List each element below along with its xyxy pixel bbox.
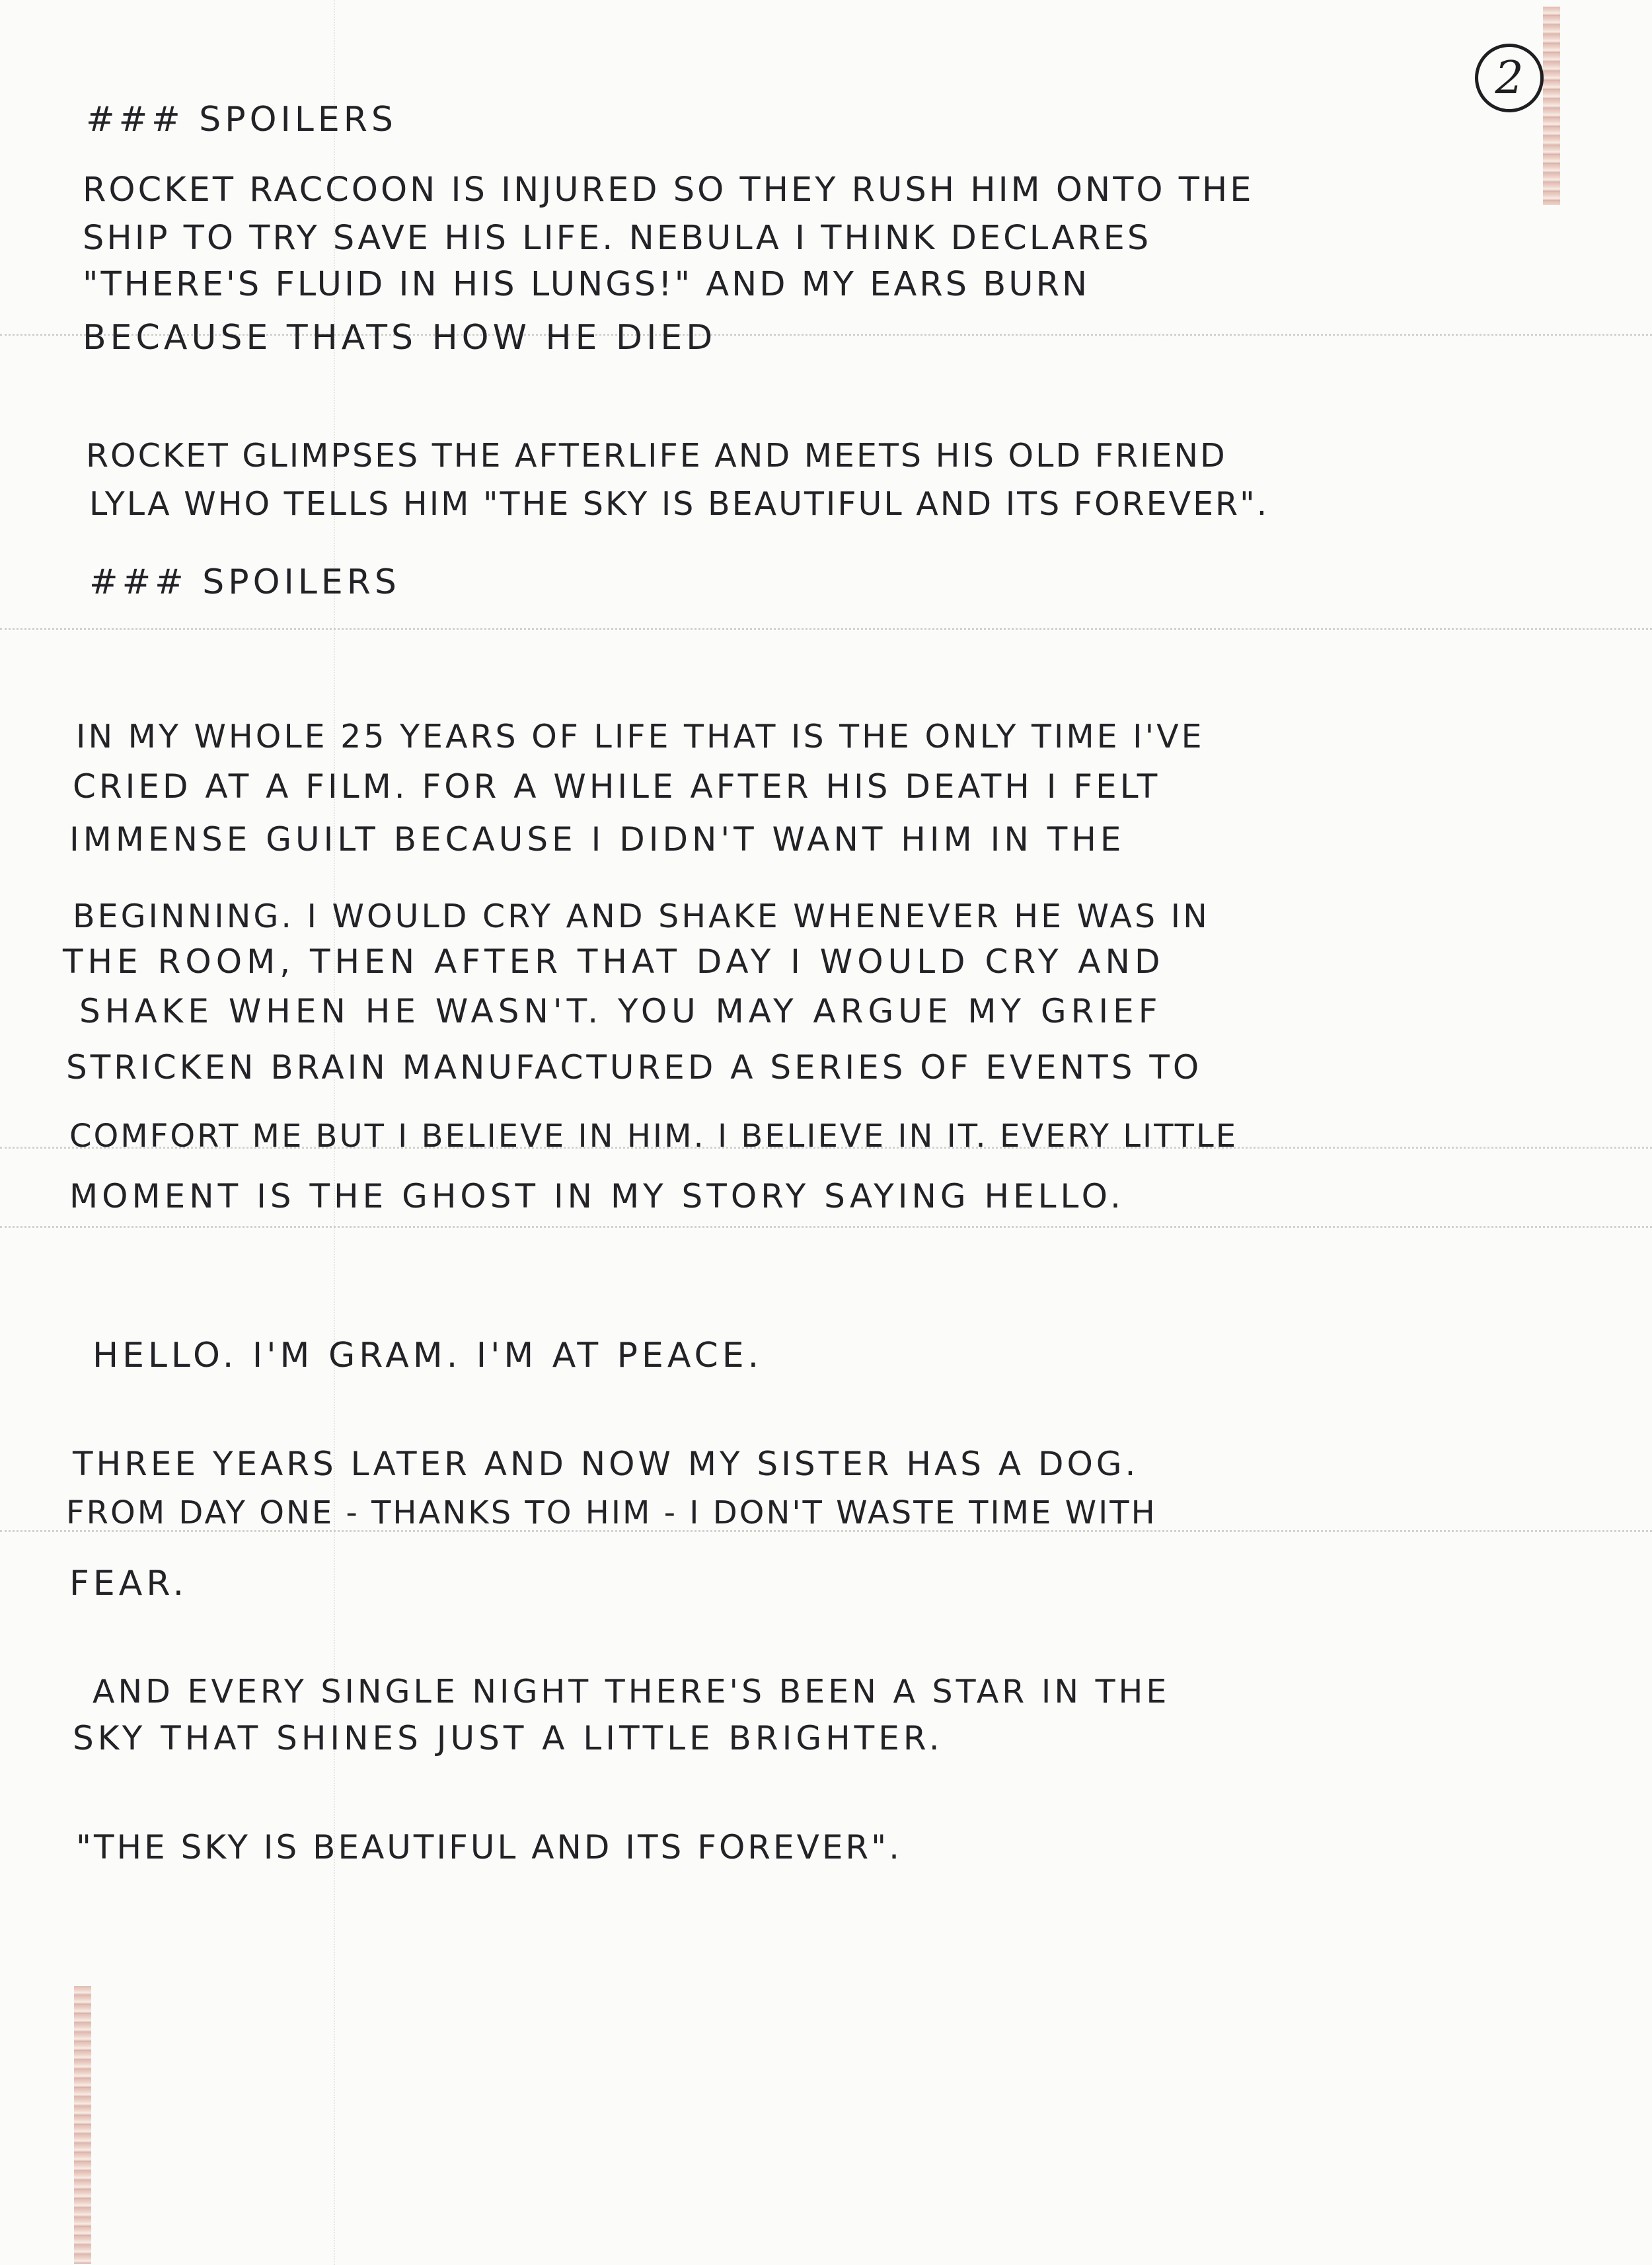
page-number-circle (1475, 44, 1544, 112)
paper-fold-line (0, 1226, 1652, 1228)
text-line: FEAR. (69, 1564, 188, 1603)
text-line: BECAUSE THATS HOW HE DIED (83, 318, 717, 358)
text-line: COMFORT ME BUT I BELIEVE IN HIM. I BELIEVE IN IT. EVERY LITTLE (69, 1118, 1238, 1155)
text-line: ROCKET GLIMPSES THE AFTERLIFE AND MEETS HIS OLD FRIEND (86, 437, 1227, 475)
text-line: AND EVERY SINGLE NIGHT THERE'S BEEN A STAR IN THE (93, 1673, 1170, 1710)
text-line: FROM DAY ONE - THANKS TO HIM - I DON'T WASTE TIME WITH (66, 1494, 1157, 1531)
text-line: "THERE'S FLUID IN HIS LUNGS!" AND MY EARS BURN (83, 265, 1090, 304)
paper-fold-line (0, 628, 1652, 630)
text-line: THREE YEARS LATER AND NOW MY SISTER HAS A DOG. (73, 1445, 1139, 1483)
text-line: SHIP TO TRY SAVE HIS LIFE. NEBULA I THINK DECLARES (83, 219, 1152, 258)
edge-stain (1543, 7, 1560, 205)
text-line: ROCKET RACCOON IS INJURED SO THEY RUSH HIM ONTO THE (83, 171, 1254, 210)
text-line: SHAKE WHEN HE WASN'T. YOU MAY ARGUE MY GRIEF (79, 992, 1162, 1030)
text-line: CRIED AT A FILM. FOR A WHILE AFTER HIS DEATH I FELT (73, 767, 1161, 806)
text-line: IN MY WHOLE 25 YEARS OF LIFE THAT IS THE ONLY TIME I'VE (76, 718, 1205, 755)
text-line: BEGINNING. I WOULD CRY AND SHAKE WHENEVER HE WAS IN (73, 898, 1210, 935)
text-line: ### SPOILERS (86, 100, 397, 139)
text-line: LYLA WHO TELLS HIM "THE SKY IS BEAUTIFUL AND ITS FOREVER". (89, 485, 1269, 523)
text-line: "THE SKY IS BEAUTIFUL AND ITS FOREVER". (76, 1828, 903, 1866)
edge-stain (74, 1986, 91, 2264)
text-line: STRICKEN BRAIN MANUFACTURED A SERIES OF EVENTS TO (66, 1048, 1203, 1087)
text-line: HELLO. I'M GRAM. I'M AT PEACE. (93, 1336, 763, 1375)
page-number: 2 (1495, 52, 1524, 104)
text-line: SKY THAT SHINES JUST A LITTLE BRIGHTER. (73, 1719, 944, 1757)
text-line: IMMENSE GUILT BECAUSE I DIDN'T WANT HIM IN THE (69, 820, 1125, 859)
text-line: MOMENT IS THE GHOST IN MY STORY SAYING HELLO. (69, 1177, 1125, 1215)
text-line: THE ROOM, THEN AFTER THAT DAY I WOULD CRY AND (63, 942, 1165, 981)
text-line: ### SPOILERS (89, 562, 400, 602)
